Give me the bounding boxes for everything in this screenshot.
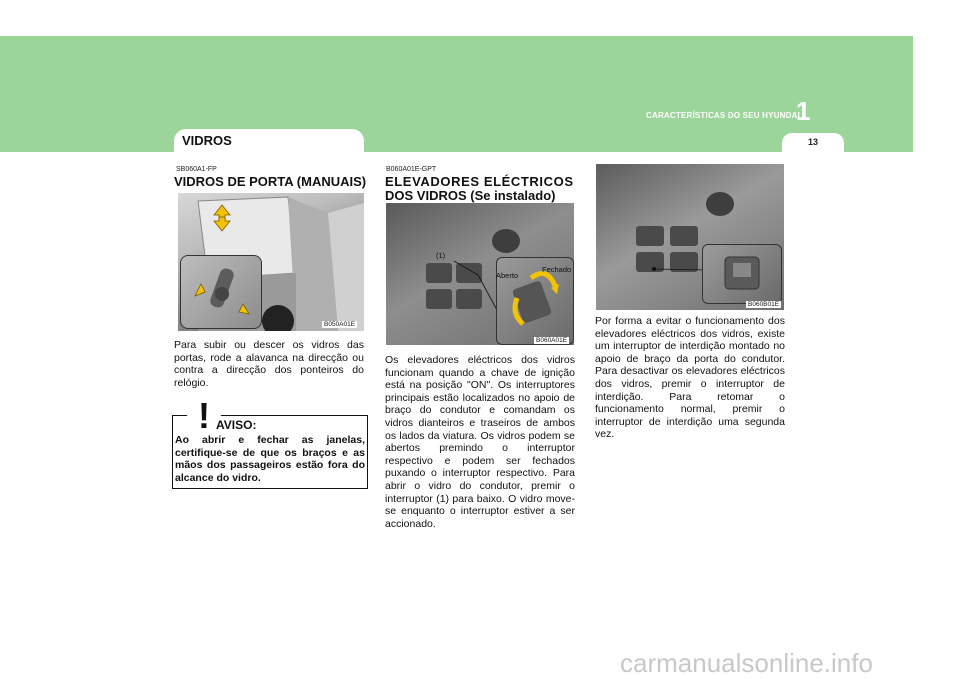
lock-switch-photo — [596, 164, 784, 310]
col1-code: SB060A1-FP — [176, 166, 217, 173]
col1-heading: VIDROS DE PORTA (MANUAIS) — [174, 174, 367, 189]
warning-title: AVISO: — [216, 418, 257, 432]
warning-text: Ao abrir e fechar as janelas, certifique-se de que os braços e as mãos dos passageiros estão fora do alcance do vidro. — [175, 434, 365, 484]
col2-paragraph: Os elevadores eléctricos dos vidros funcionam quando a chave de ignição está na posição "ON". Os interruptores principais estão localizados no apoio de braço do condutor e comandam os vidros dianteiros e traseiros de ambos os lados da viatura. Os vidros podem se abertos premindo o interruptor respectivo e podem ser fechados puxando o interruptor respectivo. Para abrir o vidro do condutor, premir o interruptor (1) para baixo. O vidro move-se enquanto o interruptor estiver a ser accionado. — [385, 354, 575, 530]
page-number: 13 — [807, 137, 818, 147]
col3-image-caption: B060B01E — [748, 301, 780, 308]
label-close: Fechado — [542, 265, 572, 274]
power-window-switch-photo — [386, 203, 574, 345]
col1-paragraph: Para subir ou descer os vidros das portas, rode a alavanca na direcção ou contra a direcção dos ponteiros do relógio. — [174, 339, 364, 389]
switch-label-1: (1) — [436, 251, 446, 260]
crank-handle-inset — [180, 255, 262, 329]
col2-image-caption: B060A01E — [536, 337, 568, 344]
door-window-photo — [178, 193, 364, 331]
footer-watermark: carmanualsonline.info — [620, 648, 873, 678]
window-lock-icon — [703, 245, 781, 303]
section-title: VIDROS — [182, 133, 232, 148]
lock-switch-inset — [702, 244, 782, 304]
svg-text:!: ! — [198, 396, 210, 432]
chapter-title: CARACTERÍSTICAS DO SEU HYUNDAI — [645, 111, 800, 120]
col1-image-caption: B050A01E — [324, 321, 356, 328]
col2-heading-line1: ELEVADORES ELÉCTRICOS — [385, 174, 574, 189]
chapter-number: 1 — [796, 96, 811, 126]
col2-code: B060A01E-GPT — [386, 166, 437, 173]
header-band-lower — [0, 130, 913, 152]
label-open: Aberto — [496, 271, 519, 280]
col2-heading-line2: DOS VIDROS (Se instalado) — [385, 188, 556, 203]
col3-paragraph: Por forma a evitar o funcionamento dos elevadores eléctricos dos vidros, existe um interruptor de interdição montado no apoio de braço da porta do condutor. Para desactivar os elevadores eléctricos dos vidros, premir o interruptor de interdição. Para retomar o funcionamento normal, premir o interruptor de interdição uma segunda vez. — [595, 315, 785, 441]
window-crank-icon — [181, 256, 261, 328]
